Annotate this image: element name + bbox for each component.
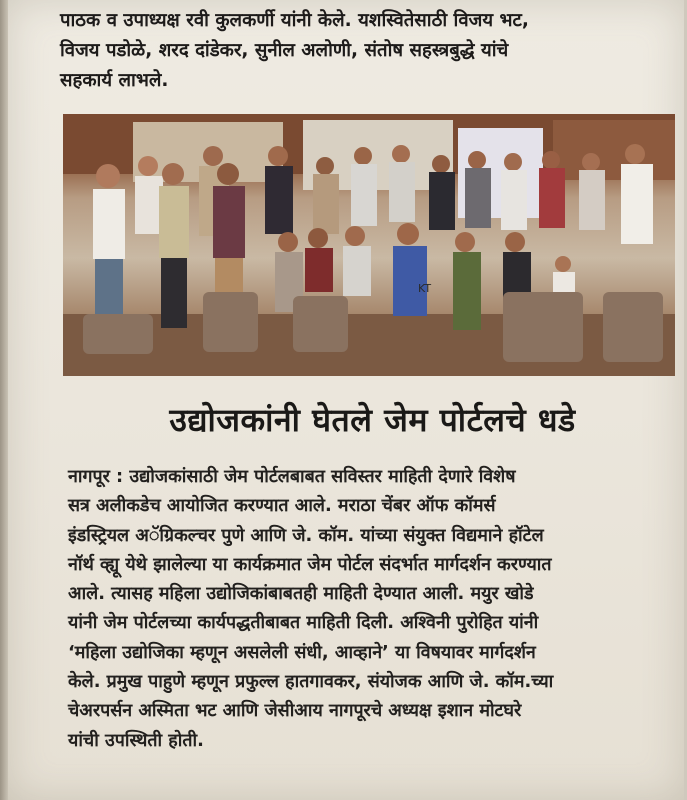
text-line: चेअरपर्सन अस्मिता भट आणि जेसीआय नागपूरचे अध्यक्ष इशान मोटघरे: [68, 700, 522, 722]
article-continuation: [60, 6, 670, 96]
text-line: विजय पडोळे, शरद दांडेकर, सुनील अलोणी, संतोष सहस्त्रबुद्धे यांचे: [60, 40, 509, 61]
text-line: आले. त्यासह महिला उद्योजिकांबाबतही माहिती देण्यात आली. मयुर खोडे: [68, 583, 534, 605]
text-line: यांनी जेम पोर्टलच्या कार्यपद्धतीबाबत माहिती दिली. अश्विनी पुरोहित यांनी: [68, 612, 539, 634]
text-line: यांची उपस्थिती होती.: [68, 729, 204, 751]
text-line: केले. प्रमुख पाहुणे म्हणून प्रफुल्ल हातगावकर, संयोजक आणि जे. कॉम.च्या: [68, 671, 554, 693]
group-photo: [63, 114, 675, 376]
text-line: सत्र अलीकडेच आयोजित करण्यात आले. मराठा चेंबर ऑफ कॉमर्स: [68, 495, 496, 517]
page-edge: [0, 0, 8, 800]
text-line: पाठक व उपाध्यक्ष रवी कुलकर्णी यांनी केले. यशस्वितेसाठी विजय भट,: [60, 10, 529, 31]
article-body: [68, 462, 678, 755]
text-line: सहकार्य लाभले.: [60, 70, 169, 91]
text-line: ‘महिला उद्योजिका म्हणून असलेली संधी, आव्हाने’ या विषयावर मार्गदर्शन: [68, 641, 536, 663]
banner-text: KT: [418, 282, 432, 295]
text-line: नॉर्थ व्ह्यू येथे झालेल्या या कार्यक्रमात जेम पोर्टल संदर्भात मार्गदर्शन करण्यात: [68, 553, 552, 575]
text-line: नागपूर : उद्योजकांसाठी जेम पोर्टलबाबत सविस्तर माहिती देणारे विशेष: [68, 466, 516, 487]
newspaper-page: [8, 0, 684, 800]
text-line: इंडस्ट्रियल अॅग्रिकल्चर पुणे आणि जे. कॉम. यांच्या संयुक्त विद्यमाने हॉटेल: [68, 524, 544, 546]
headline: उद्योजकांनी घेतले जेम पोर्टलचे धडे: [169, 401, 576, 439]
group-photo-illustration: [63, 114, 675, 376]
